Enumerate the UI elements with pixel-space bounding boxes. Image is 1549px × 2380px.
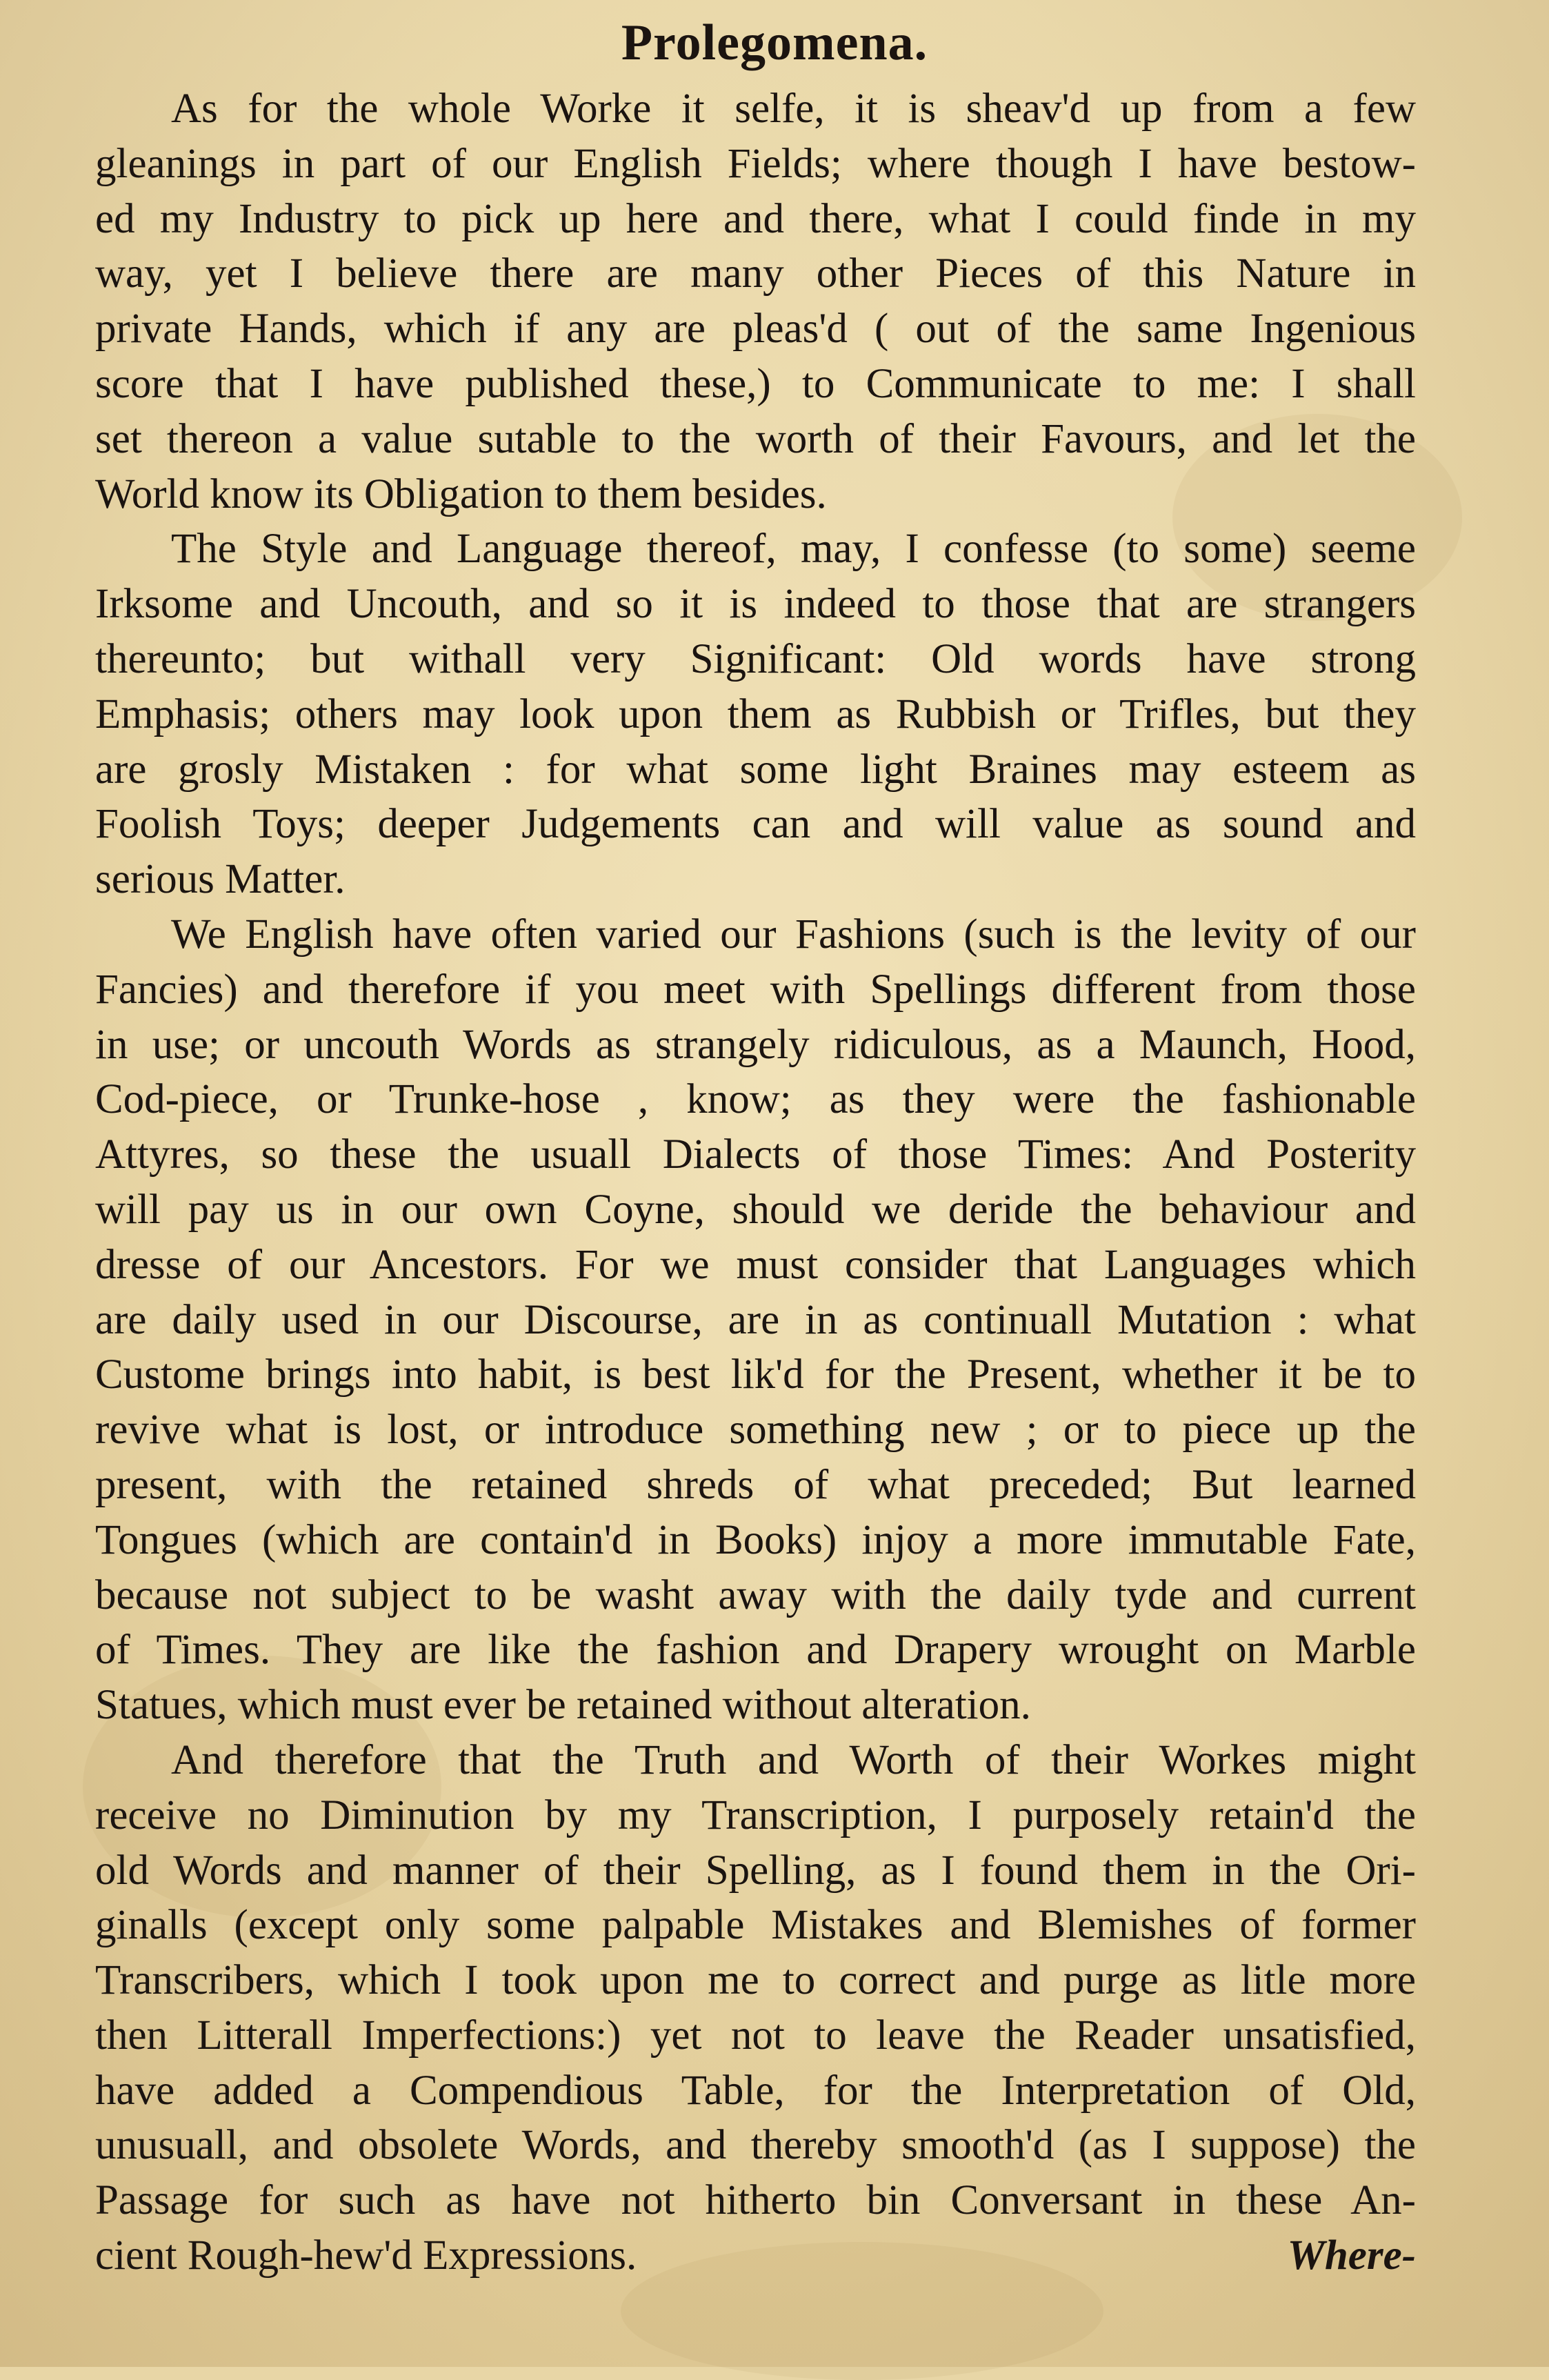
paragraph (95, 522, 1416, 907)
text-line: present, with the retained shreds of what preceded; But learned (95, 1461, 1416, 1508)
text-line: Custome brings into habit, is best lik'd for the Present, whether it be to (95, 1351, 1416, 1398)
text-line: World know its Obligation to them besides. (95, 470, 827, 517)
paragraph (95, 81, 1416, 522)
text-line: serious Matter. (95, 856, 346, 903)
paragraph (95, 1733, 1416, 2283)
text-line: are daily used in our Discourse, are in as continuall Mutation : what (95, 1296, 1416, 1343)
text-line: have added a Compendious Table, for the Interpretation of Old, (95, 2067, 1416, 2114)
text-line: We English have often varied our Fashions (such is the levity of our (171, 911, 1416, 958)
text-line: will pay us in our own Coyne, should we deride the behaviour and (95, 1186, 1416, 1233)
text-line: because not subject to be washt away with the daily tyde and current (95, 1571, 1416, 1618)
text-line: Emphasis; others may look upon them as Rubbish or Trifles, but they (95, 691, 1416, 737)
text-line: gleanings in part of our English Fields; where though I have bestow- (95, 140, 1416, 187)
text-line: Transcribers, which I took upon me to correct and purge as litle more (95, 1957, 1416, 2004)
text-line: are grosly Mistaken : for what some light Braines may esteem as (95, 746, 1416, 793)
text-line: then Litterall Imperfections:) yet not to leave the Reader unsatisfied, (95, 2012, 1416, 2059)
text-line: Foolish Toys; deeper Judgements can and will value as sound and (95, 801, 1416, 848)
text-line: thereunto; but withall very Significant: Old words have strong (95, 635, 1416, 682)
text-line: ed my Industry to pick up here and there, what I could finde in my (95, 195, 1416, 242)
text-line: of Times. They are like the fashion and Drapery wrought on Marble (95, 1627, 1416, 1674)
running-head: Prolegomena. (621, 14, 928, 71)
text-line: Fancies) and therefore if you meet with Spellings different from those (95, 966, 1416, 1013)
text-line: old Words and manner of their Spelling, as I found them in the Ori- (95, 1847, 1416, 1894)
body-text (95, 81, 1416, 2283)
text-line: Irksome and Uncouth, and so it is indeed to those that are strangers (95, 581, 1416, 628)
text-line: way, yet I believe there are many other Pieces of this Nature in (95, 250, 1416, 297)
text-line: set thereon a value sutable to the worth of their Favours, and let the (95, 415, 1416, 462)
text-line: cient Rough-hew'd Expressions. (95, 2232, 637, 2279)
text-line: receive no Diminution by my Transcription, I purposely retain'd the (95, 1792, 1416, 1838)
text-line: dresse of our Ancestors. For we must consider that Languages which (95, 1241, 1416, 1288)
text-line: score that I have published these,) to Communicate to me: I shall (95, 360, 1416, 407)
catchword: Where- (1287, 2232, 1416, 2279)
text-line: Attyres, so these the usuall Dialects of those Times: And Posterity (95, 1131, 1416, 1178)
text-line: Tongues (which are contain'd in Books) injoy a more immutable Fate, (95, 1516, 1416, 1563)
text-line: private Hands, which if any are pleas'd ( out of the same Ingenious (95, 306, 1416, 353)
last-line-wrap (95, 2228, 1416, 2283)
text-line: in use; or uncouth Words as strangely ridiculous, as a Maunch, Hood, (95, 1021, 1416, 1068)
text-line: Statues, which must ever be retained without alteration. (95, 1682, 1031, 1729)
text-line: revive what is lost, or introduce something new ; or to piece up the (95, 1407, 1416, 1454)
text-line: unusuall, and obsolete Words, and thereby smooth'd (as I suppose) the (95, 2122, 1416, 2169)
text-line: And therefore that the Truth and Worth of their Workes might (171, 1736, 1416, 1783)
text-line: Passage for such as have not hitherto bin Conversant in these An- (95, 2177, 1416, 2224)
text-line: The Style and Language thereof, may, I confesse (to some) seeme (171, 526, 1416, 573)
text-line: Cod-piece, or Trunke-hose , know; as they were the fashionable (95, 1076, 1416, 1123)
paragraph (95, 907, 1416, 1733)
text-line: As for the whole Worke it selfe, it is sheav'd up from a few (171, 86, 1416, 132)
text-line: ginalls (except only some palpable Mistakes and Blemishes of former (95, 1902, 1416, 1949)
